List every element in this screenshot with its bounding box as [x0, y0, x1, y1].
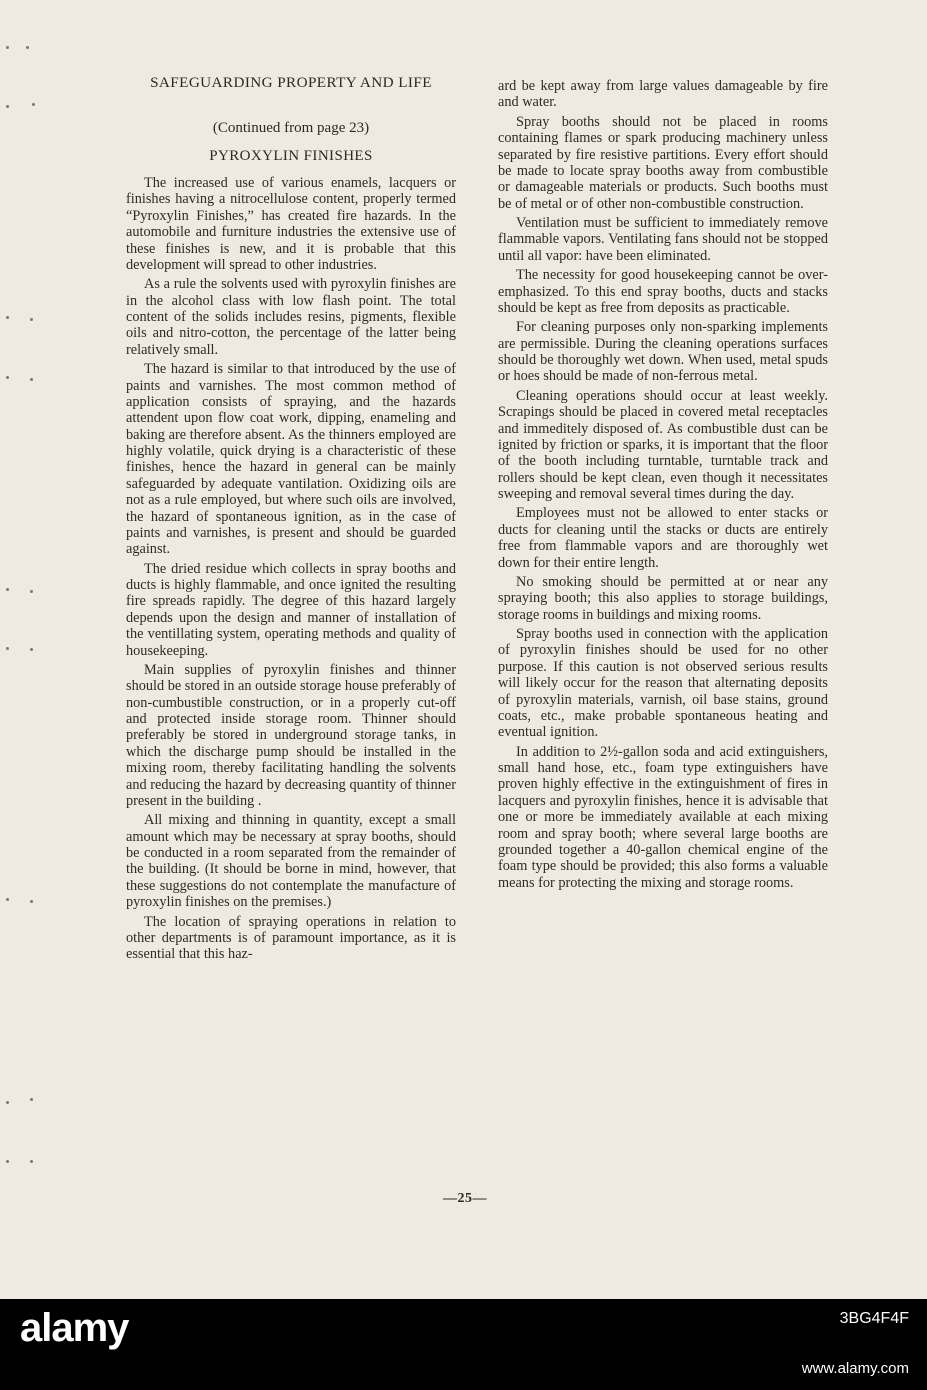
paragraph-continuation: ard be kept away from large values damageable by fire and water. [498, 78, 828, 111]
binding-hole-mark [6, 647, 9, 650]
binding-hole-mark [6, 376, 9, 379]
left-column [126, 175, 456, 966]
paragraph: The location of spraying operations in relation to other departments is of paramount importance, as it is essential that this haz- [126, 913, 456, 963]
article-subtitle: (Continued from page 23) [212, 120, 370, 136]
watermark-image-id: 3BG4F4F [839, 1310, 909, 1327]
paragraph: The necessity for good housekeeping cannot be over-emphasized. To this end spray booths, ducts and stacks should be kept as free from deposits as practicable. [498, 267, 828, 316]
paragraph: Spray booths should not be placed in rooms containing flames or spark producing machinery unless separated by fire resistive partitions. Every effort should be made to locate spray booths away from combustible or damageable materials or products. Such booths must be of metal or of other non-combustible construction. [498, 113, 828, 212]
watermark-logo: alamy [20, 1306, 129, 1350]
paragraph: Cleaning operations should occur at least weekly. Scrapings should be placed in covered metal receptacles and immeditely disposed of. As combustible dust can be ignited by friction or sparks, it is important that the floor of the booth including turntable, turntable track and rollers should be kept clean, even though it necessitates sweeping and removal several times during the day. [498, 387, 828, 502]
binding-hole-mark [6, 1101, 9, 1104]
paragraph: No smoking should be permitted at or near any spraying booth; this also applies to storage buildings, storage rooms in buildings and mixing rooms. [498, 573, 828, 623]
binding-hole-mark [30, 1098, 33, 1101]
paragraph: The dried residue which collects in spray booths and ducts is highly flammable, and once ignited the resulting fire spreads rapidly. The degree of this hazard largely depends upon the design and manner of installation of the ventillating system, operating methods and quality of housekeeping. [126, 560, 456, 659]
paragraph: In addition to 2½-gallon soda and acid extinguishers, small hand hose, etc., foam type extinguishers have proven highly effective in the extinguishment of fires in lacquers and pyroxylin finishes, hence it is advisable that one or more be immediately available at each mixing room and spray booth; where several large booths are grounded together a 40-gallon chemical engine of the foam type should be provided; this also forms a valuable means for protecting the mixing and storage rooms. [498, 743, 828, 891]
paragraph: As a rule the solvents used with pyroxylin finishes are in the alcohol class with low flash point. The total content of the solids includes resins, pigments, flexible oils and nitro-cotton, the percentage of the latter being relatively small. [126, 276, 456, 358]
binding-hole-mark [30, 378, 33, 381]
paragraph: The increased use of various enamels, lacquers or finishes having a nitrocellulose content, properly termed “Pyroxylin Finishes,” has created fire hazards. In the automobile and furniture industries the extensive use of these finishes is new, and it is probable that this development will spread to other industries. [126, 175, 456, 273]
binding-hole-mark [6, 46, 9, 49]
article-title: SAFEGUARDING PROPERTY AND LIFE [150, 74, 432, 91]
page-number: —25— [443, 1191, 487, 1206]
binding-hole-mark [30, 590, 33, 593]
binding-hole-mark [6, 1160, 9, 1163]
paragraph: Employees must not be allowed to enter stacks or ducts for cleaning until the stacks or ducts are entirely free from flammable vapors and are thoroughly wet down for their entire length. [498, 505, 828, 571]
binding-hole-mark [6, 588, 9, 591]
binding-hole-mark [6, 898, 9, 901]
right-column [498, 78, 828, 894]
paragraph: The hazard is similar to that introduced by the use of paints and varnishes. The most common method of application consists of spraying, and the hazards attendent upon flow coat work, dipping, enameling and baking are therefore absent. As the thinners employed are highly volatile, quick drying is a characteristic of these finishes, hence the hazard in general can be mainly safeguarded by adequate vantilation. Oxidizing oils are not as a rule employed, but where such oils are involved, the hazard of spontaneous ignition, as in the case of paints and varnishes, is present and should be guarded against. [126, 361, 456, 558]
binding-hole-mark [32, 103, 35, 106]
binding-hole-mark [30, 1160, 33, 1163]
paragraph: For cleaning purposes only non-sparking implements are permissible. During the cleaning operations surfaces should be thoroughly wet down. When used, metal spuds or hoes should be made of non-ferrous metal. [498, 319, 828, 385]
watermark-url: www.alamy.com [801, 1360, 909, 1377]
paragraph: All mixing and thinning in quantity, except a small amount which may be necessary at spray booths, should be conducted in a room separated from the remainder of the building. (It should be borne in mind, however, that these suggestions do not contemplate the manufacture of pyroxylin finishes on the premises.) [126, 812, 456, 911]
binding-hole-mark [30, 318, 33, 321]
watermark-bar [0, 1299, 927, 1390]
section-title: PYROXYLIN FINISHES [209, 148, 373, 164]
binding-hole-mark [6, 316, 9, 319]
binding-hole-mark [26, 46, 29, 49]
binding-hole-mark [6, 105, 9, 108]
binding-hole-mark [30, 900, 33, 903]
paragraph: Main supplies of pyroxylin finishes and thinner should be stored in an outside storage house preferably of non-cumbustible construction, or in a properly cut-off and protected inside storage room. Thinner should preferably be stored in underground storage tanks, in which the discharge pump should be installed in the mixing room, thereby facilitating handling the solvents and reducing the hazard by decreasing quantity of thinner present in the building . [126, 661, 456, 809]
paragraph: Ventilation must be sufficient to immediately remove flammable vapors. Ventilating fans should not be stopped until all vapor: have been eliminated. [498, 215, 828, 264]
binding-hole-mark [30, 648, 33, 651]
paragraph: Spray booths used in connection with the application of pyroxylin finishes should be used for no other purpose. If this caution is not observed serious results will likely occur for the reason that alternating deposits of pyroxylin materials, varnish, oil base stains, ground coats, etc., make probable spontaneous heating and eventual ignition. [498, 626, 828, 741]
